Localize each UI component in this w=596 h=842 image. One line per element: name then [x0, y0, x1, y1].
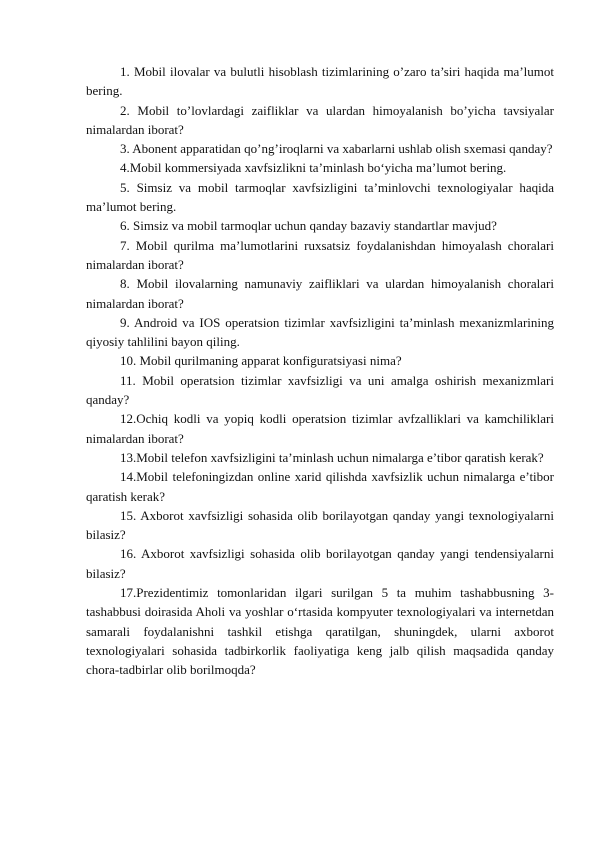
- question-item-2: 2. Mobil to’lovlardagi zaifliklar va ulardan himoyalanish bo’yicha tavsiyalar nimalardan iborat?: [86, 102, 554, 137]
- question-item-12: 12.Ochiq kodli va yopiq kodli operatsion tizimlar avfzalliklari va kamchiliklari nimalardan iborat?: [86, 411, 554, 446]
- question-item-14: 14.Mobil telefoningizdan online xarid qilishda xavfsizlik uchun nimalarga e’tibor qaratish kerak?: [86, 469, 554, 504]
- question-item-11: 11. Mobil operatsion tizimlar xavfsizligi va uni amalga oshirish mexanizmlari qanday?: [86, 372, 554, 408]
- question-item-16: 16. Axborot xavfsizligi sohasida olib borilayotgan qanday yangi tendensiyalarni bilasiz?: [86, 546, 554, 581]
- question-item-8: 8. Mobil ilovalarning namunaviy zaifliklari va ulardan himoyalanish choralari nimalardan iborat?: [86, 276, 554, 311]
- question-item-9: 9. Android va IOS operatsion tizimlar xavfsizligini ta’minlash mexanizmlarining qiyosiy tahlilini bayon qiling.: [86, 314, 554, 350]
- question-list: [86, 62, 554, 680]
- question-item-10: 10. Mobil qurilmaning apparat konfiguratsiyasi nima?: [120, 353, 402, 369]
- question-item-7: 7. Mobil qurilma ma’lumotlarini ruxsatsiz foydalanishdan himoyalash choralari nimalardan iborat?: [86, 237, 554, 272]
- question-item-13: 13.Mobil telefon xavfsizligini ta’minlash uchun nimalarga e’tibor qaratish kerak?: [120, 449, 544, 465]
- question-item-5: 5. Simsiz va mobil tarmoqlar xavfsizligini ta’minlovchi texnologiyalar haqida ma’lumot bering.: [86, 179, 554, 215]
- question-item-4: 4.Mobil kommersiyada xavfsizlikni ta’minlash bo‘yicha ma’lumot bering.: [120, 160, 507, 176]
- question-item-15: 15. Axborot xavfsizligi sohasida olib borilayotgan qanday yangi texnologiyalarni bilasiz?: [86, 507, 554, 543]
- question-item-17: 17.Prezidentimiz tomonlaridan ilgari surilgan 5 ta muhim tashabbusning 3-tashabbusi doirasida Aholi va yoshlar o‘rtasida kompyuter texnologiyalari va internetdan samarali foydalanishni tashkil etishga qaratilgan, shuningdek, ularni axborot texnologiyalari sohasida tadbirkorlik faoliyatiga keng jalb qilish maqsadida qanday chora-tadbirlar olib borilmoqda?: [86, 585, 554, 678]
- question-item-3: 3. Abonent apparatidan qo’ng’iroqlarni va xabarlarni ushlab olish sxemasi qanday?: [120, 141, 553, 157]
- question-item-1: 1. Mobil ilovalar va bulutli hisoblash tizimlarining o’zaro ta’siri haqida ma’lumot bering.: [86, 64, 554, 99]
- question-item-6: 6. Simsiz va mobil tarmoqlar uchun qanday bazaviy standartlar mavjud?: [120, 218, 497, 234]
